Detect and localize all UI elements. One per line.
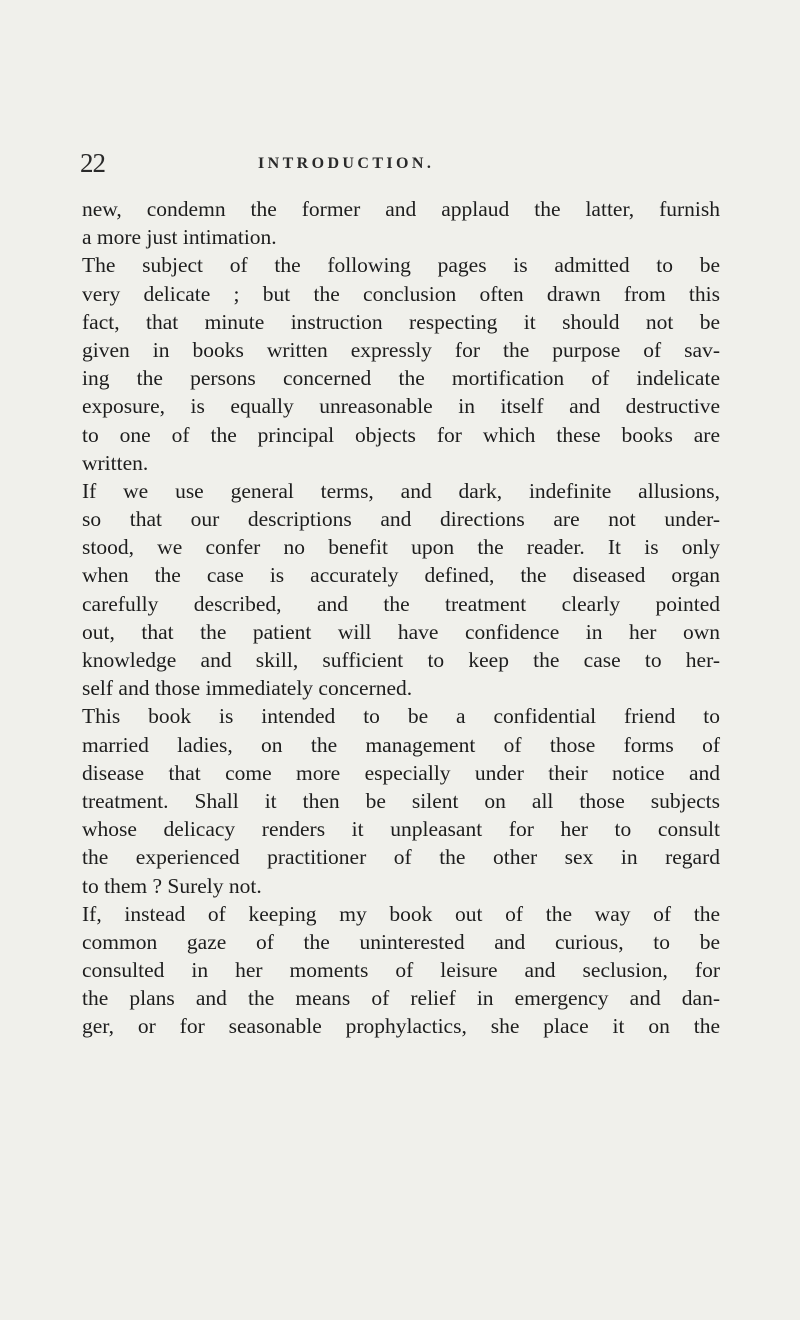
text-line: out, that the patient will have confidence in her own xyxy=(82,619,720,644)
text-line: disease that come more especially under their notice and xyxy=(82,760,720,785)
text-line: knowledge and skill, sufficient to keep the case to her- xyxy=(82,648,720,672)
text-line: the experienced practitioner of the other sex in regard xyxy=(82,845,720,870)
text-line: carefully described, and the treatment clearly pointed xyxy=(82,591,720,616)
text-line: the plans and the means of relief in emergency and dan- xyxy=(82,986,720,1011)
text-line: The subject of the following pages is admitted to be xyxy=(82,253,720,278)
text-line: consulted in her moments of leisure and seclusion, for xyxy=(82,958,720,983)
text-line: to one of the principal objects for which these books are xyxy=(82,422,720,447)
running-head: INTRODUCTION. xyxy=(258,155,435,172)
text-line: a more just intimation. xyxy=(82,225,277,250)
text-line: If we use general terms, and dark, indefinite allusions, xyxy=(82,478,720,503)
text-line: ger, or for seasonable prophylactics, she place it on the xyxy=(82,1014,720,1039)
text-line: common gaze of the uninterested and curious, to be xyxy=(82,929,720,954)
text-line: married ladies, on the management of those forms of xyxy=(82,732,720,757)
text-line: so that our descriptions and directions are not under- xyxy=(82,507,720,532)
page-number: 22 xyxy=(80,148,105,178)
text-line: This book is intended to be a confidential friend to xyxy=(82,704,720,729)
text-line: treatment. Shall it then be silent on all those subjects xyxy=(82,788,720,813)
text-line: given in books written expressly for the purpose of sav- xyxy=(82,337,720,362)
page-header xyxy=(82,148,718,178)
text-line: exposure, is equally unreasonable in itself and destructive xyxy=(82,394,720,419)
text-line: when the case is accurately defined, the diseased organ xyxy=(82,563,720,588)
text-line: fact, that minute instruction respecting it should not be xyxy=(82,309,720,334)
body-text xyxy=(82,195,720,1041)
text-line: new, condemn the former and applaud the latter, furnish xyxy=(82,197,720,221)
text-line: written. xyxy=(82,450,149,475)
text-line: whose delicacy renders it unpleasant for her to consult xyxy=(82,817,720,842)
text-line: to them ? Surely not. xyxy=(82,873,262,898)
text-line: stood, we confer no benefit upon the reader. It is only xyxy=(82,535,720,560)
text-line: self and those immediately concerned. xyxy=(82,676,413,701)
text-line: very delicate ; but the conclusion often drawn from this xyxy=(82,281,720,306)
text-line: ing the persons concerned the mortification of indelicate xyxy=(82,366,720,391)
text-line: If, instead of keeping my book out of the way of the xyxy=(82,901,720,926)
